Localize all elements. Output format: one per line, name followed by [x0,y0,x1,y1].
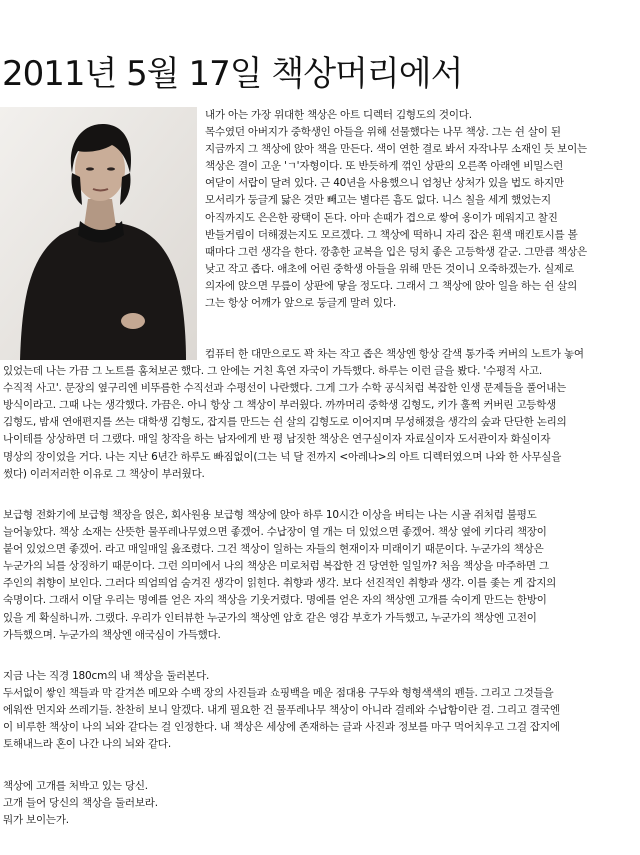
paragraph-line: 컴퓨터 한 대만으로도 꽉 차는 작고 좁은 책상엔 항상 갈색 통가죽 커버의 노트가 놓여 [205,348,584,360]
paragraph-line: 아직까지도 은은한 광택이 돈다. 아마 손때가 겹으로 쌓여 옹이가 메워지고 찰진 [205,211,558,224]
paragraph-line: 모서리가 둥글게 닳은 것만 빼고는 별다른 흠도 없다. 니스 칠을 세게 했었는지 [205,194,551,207]
paragraph-line: 의자에 앉으면 무릎이 상판에 닿을 정도다. 그래서 그 책상에 앉아 일을 하는 쉰 살의 [205,279,578,292]
paragraph-line: 썼다) 이러저러한 이유로 그 책상이 부러웠다. [3,467,205,480]
paragraph-line: 늘어놓았다. 책상 소재는 산뜻한 물푸레나무였으면 좋겠어. 수납장이 열 개는 더 있었으면 좋겠어. 책상 옆에 키다리 책장이 [3,526,547,539]
paragraph-line: 목수였던 아버지가 중학생인 아들을 위해 선물했다는 나무 책상. 그는 쉰 살이 된 [205,126,561,139]
paragraph-line: 반들거림이 더해졌는지도 모르겠다. 그 책상에 떡하니 자리 잡은 흰색 매킨토시를 볼 [205,228,578,241]
paragraph-line: 여닫이 서랍이 달려 있다. 근 40년을 사용했으니 엄청난 상처가 있을 법도 하지만 [205,177,564,190]
paragraph-line: 보급형 전화기에 보급형 책장을 얹은, 회사원용 보급형 책상에 앉아 하루 10시간 이상을 버티는 나는 시골 쥐처럼 불평도 [3,509,537,521]
paragraph-line: 지금까지 그 책상에 앉아 책을 만든다. 색이 연한 결로 봐서 자작나무 소재인 듯 보이는 [205,143,587,156]
article-paragraph-3 [3,507,556,644]
paragraph-line: 지금 나는 직경 180cm의 내 책상을 둘러본다. [3,670,210,682]
paragraph-line: 주인의 취향이 보인다. 그러다 띄엄띄엄 숨겨진 생각이 읽힌다. 취향과 생각. 보다 선진적인 취향과 생각. 이를 좇는 게 잡지의 [3,577,557,590]
paragraph-line: 두서없이 쌓인 책들과 막 갈겨쓴 메모와 수백 장의 사진들과 쇼핑백을 메운 점대용 구두와 형형색색의 펜들. 그리고 그것들을 [3,687,554,700]
article-paragraph-5 [3,778,158,829]
paragraph-line: 뭐가 보이는가. [3,814,69,827]
paragraph-line: 고개 들어 당신의 책상을 둘러보라. [3,797,158,810]
paragraph-line: 이 비루한 책상이 나의 뇌와 같다는 걸 인정한다. 내 책상은 세상에 존재하는 글과 사진과 정보를 마구 먹어치우고 그걸 잡지에 [3,721,560,734]
paragraph-line: 명상의 장이었을 거다. 나는 지난 6년간 하루도 빠짐없이(그는 넉 달 전까지 <아레나>의 아트 디렉터였으며 나와 한 사무실을 [3,450,562,463]
paragraph-line: 있었는데 나는 가끔 그 노트를 훔쳐보곤 했다. 그 안에는 거친 흑연 자국이 가득했다. 하루는 이런 글을 봤다. '수평적 사고. [3,365,543,378]
author-portrait-photo [0,107,197,360]
paragraph-line: 나이테를 상상하면 더 그랬다. 매일 창작을 하는 남자에게 반 평 남짓한 책상은 연구실이자 자료실이자 도서관이자 화실이자 [3,433,551,446]
paragraph-line: 책상은 결이 고운 'ㄱ'자형이다. 또 반듯하게 꺾인 상판의 오른쪽 아래엔 비밀스런 [205,160,564,173]
paragraph-line: 김형도, 밤새 연애편지를 쓰는 대학생 김형도, 잡지를 만드는 쉰 살의 김형도로 이어지며 무성해졌을 생각의 숲과 단단한 논리의 [3,416,567,429]
paragraph-line: 붙어 있었으면 좋겠어. 라고 매일매일 읊조렸다. 그건 책상이 일하는 자들의 현재이자 미래이기 때문이다. 누군가의 책상은 [3,543,544,556]
paragraph-line: 토해내느라 혼이 나간 나의 뇌와 같다. [3,738,171,751]
paragraph-line: 낮고 작고 좁다. 애초에 어린 중학생 아들을 위해 만든 것이니 오죽하겠는가. 실제로 [205,262,574,275]
paragraph-line: 있을 게 확실하니까. 그랬다. 우리가 인터뷰한 누군가의 책상엔 암호 같은 영감 부호가 가득했고, 누군가의 책상엔 고전이 [3,611,537,624]
paragraph-line: 방식이라고. 그때 나는 생각했다. 가끔은. 아니 항상 그 책상이 부러웠다. 까까머리 중학생 김형도, 키가 훌쩍 커버린 고등학생 [3,399,557,412]
article-paragraph-1 [205,107,587,312]
paragraph-line: 숙명이다. 그래서 이달 우리는 명예를 얻은 자의 책상을 기웃거렸다. 명예를 얻은 자의 책상엔 고개를 숙이게 만드는 한방이 [3,594,547,607]
paragraph-line: 수직적 사고'. 문장의 옆구리엔 비뚜름한 수직선과 수평선이 나란했다. 그게 그가 수학 공식처럼 복잡한 인생 문제들을 풀어내는 [3,382,567,395]
paragraph-line: 때마다 그런 생각을 한다. 깡총한 교복을 입은 덩치 좋은 고등학생 같군. 그만큼 책상은 [205,245,587,258]
article-paragraph-2 [3,346,584,483]
paragraph-line: 누군가의 뇌를 상징하기 때문이다. 그런 의미에서 나의 책상은 미로처럼 복잡한 건 당연한 일일까? 처음 책상을 마주하면 그 [3,560,549,573]
article-paragraph-4 [3,668,560,753]
paragraph-line: 에워싼 먼지와 쓰레기들. 찬찬히 보니 알겠다. 내게 필요한 건 물푸레나무 책상이 아니라 걸레와 수납함이란 걸. 그리고 결국엔 [3,704,560,717]
article-title: 2011년 5월 17일 책상머리에서 [2,54,463,94]
paragraph-line: 그는 항상 어깨가 앞으로 둥글게 말려 있다. [205,297,396,310]
paragraph-line: 책상에 고개를 처박고 있는 당신. [3,780,148,792]
paragraph-line: 가득했으며. 누군가의 책상엔 애국심이 가득했다. [3,628,221,641]
paragraph-line: 내가 아는 가장 위대한 책상은 아트 디렉터 김형도의 것이다. [205,109,472,121]
